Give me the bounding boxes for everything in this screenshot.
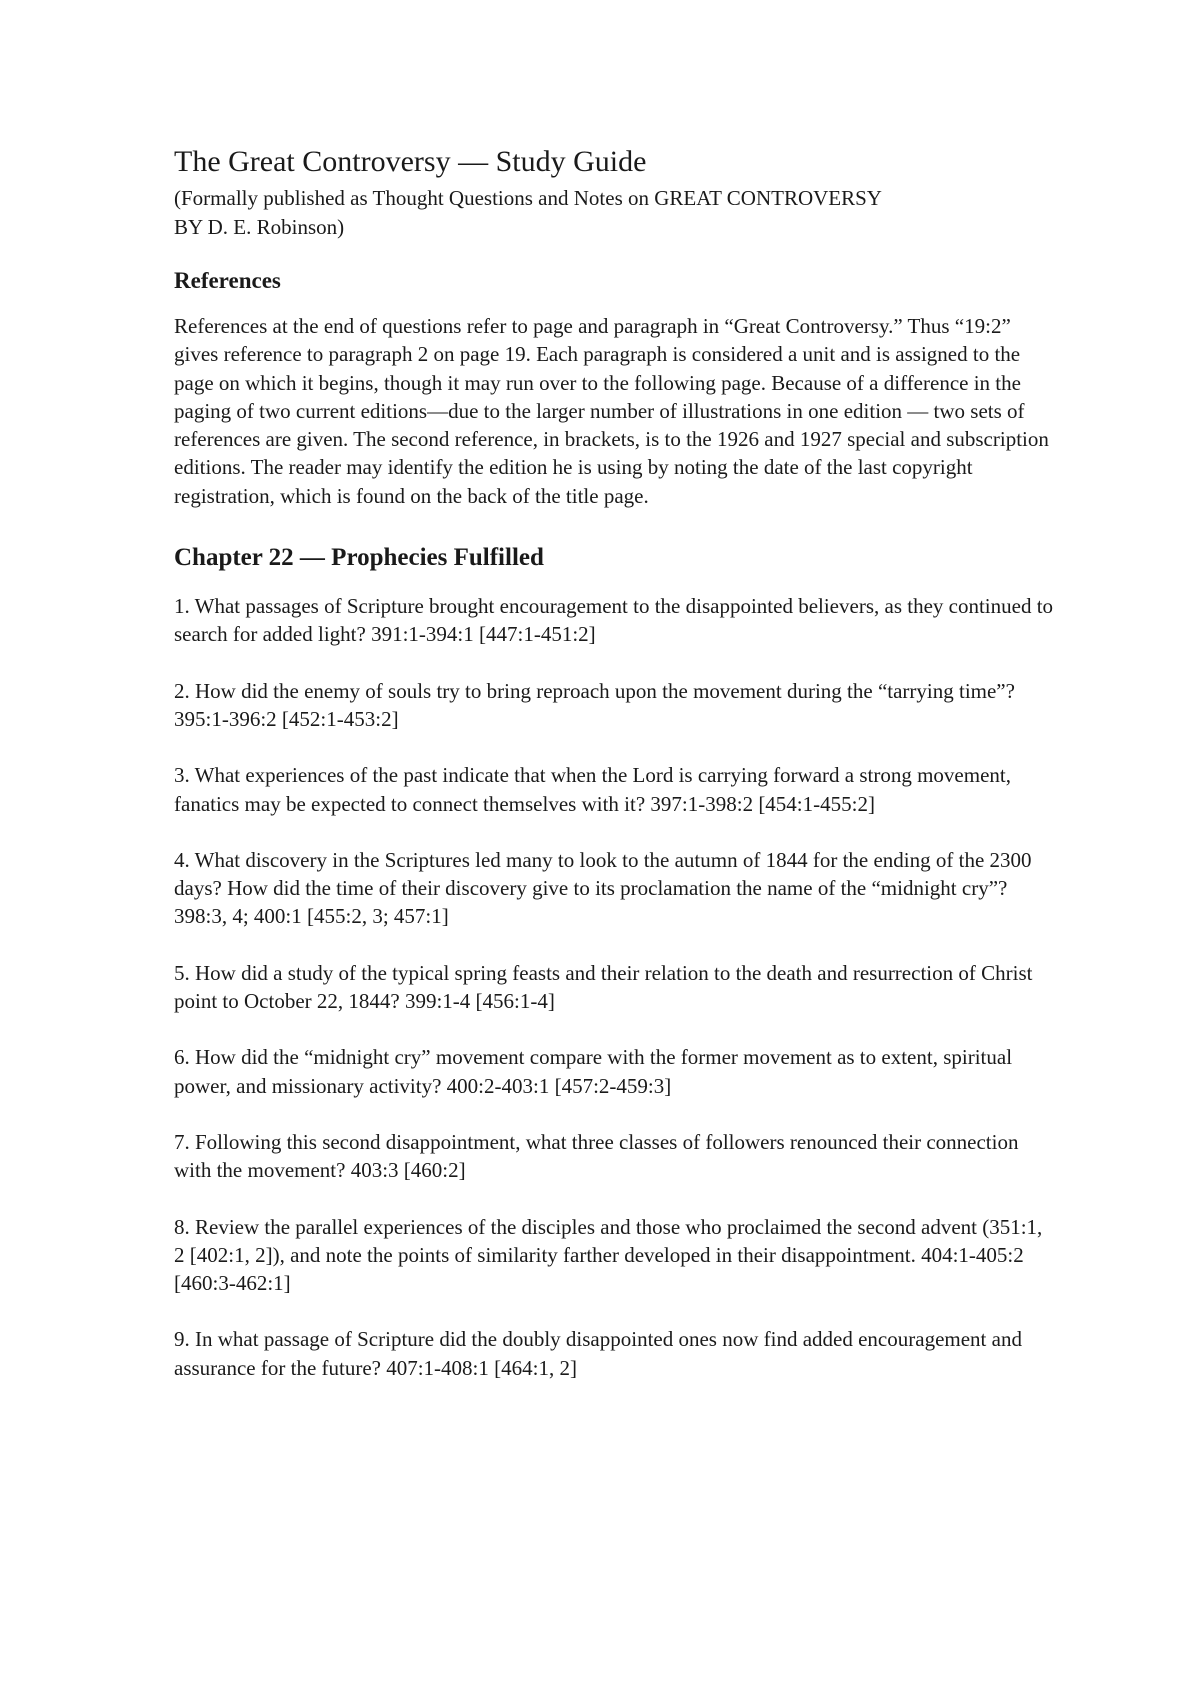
subtitle-line-1: (Formally published as Thought Questions and Notes on GREAT CONTROVERSY (174, 186, 882, 210)
document-subtitle (174, 184, 1054, 242)
document-page (174, 142, 1054, 1410)
question-2: 2. How did the enemy of souls try to bring reproach upon the movement during the “tarrying time”? 395:1-396:2 [452:1-453:2] (174, 678, 1015, 731)
question-4: 4. What discovery in the Scriptures led many to look to the autumn of 1844 for the ending of the 2300 days? How did the time of their discovery give to its proclamation the name of the “midnight cry”? 398:3, 4; 400:1 [455:2, 3; 457:1] (174, 847, 1032, 929)
question-9: 9. In what passage of Scripture did the doubly disappointed ones now find added encouragement and assurance for the future? 407:1-408:1 [464:1, 2] (174, 1327, 1022, 1380)
document-title: The Great Controversy — Study Guide (174, 145, 647, 178)
question-7: 7. Following this second disappointment, what three classes of followers renounced their connection with the movement? 403:3 [460:2] (174, 1129, 1019, 1183)
question-1: 1. What passages of Scripture brought encouragement to the disappointed believers, as they continued to search for added light? 391:1-394:1 [447:1-451:2] (174, 594, 1054, 647)
question-3: 3. What experiences of the past indicate that when the Lord is carrying forward a strong movement, fanatics may be expected to connect themselves with it? 397:1-398:2 [454:1-455:2] (174, 763, 1011, 816)
question-8: 8. Review the parallel experiences of the disciples and those who proclaimed the second advent (351:1, 2 [402:1, 2]), and note the points of similarity farther developed in their disappointment. 404:1-405:2 [460:3-462:1] (174, 1214, 1043, 1296)
question-6: 6. How did the “midnight cry” movement compare with the former movement as to extent, spiritual power, and missionary activity? 400:2-403:1 [457:2-459:3] (174, 1045, 1013, 1098)
question-5: 5. How did a study of the typical spring feasts and their relation to the death and resurrection of Christ point to October 22, 1844? 399:1-4 [456:1-4] (174, 960, 1033, 1014)
question-list (174, 592, 1054, 1382)
subtitle-line-2: BY D. E. Robinson) (174, 215, 345, 239)
references-heading: References (174, 268, 281, 293)
chapter-heading: Chapter 22 — Prophecies Fulfilled (174, 544, 544, 572)
references-paragraph: References at the end of questions refer to page and paragraph in “Great Controversy.” Thus “19:2” gives reference to paragraph 2 on page 19. Each paragraph is considered a unit and is assigned to the page on which it begins, though it may run over to the following page. Because of a difference in the paging of two current editions—due to the larger number of illustrations in one edition — two sets of references are given. The second reference, in brackets, is to the 1926 and 1927 special and subscription editions. The reader may identify the edition he is using by noting the date of the last copyright registration, which is found on the back of the title page. (174, 314, 1049, 508)
